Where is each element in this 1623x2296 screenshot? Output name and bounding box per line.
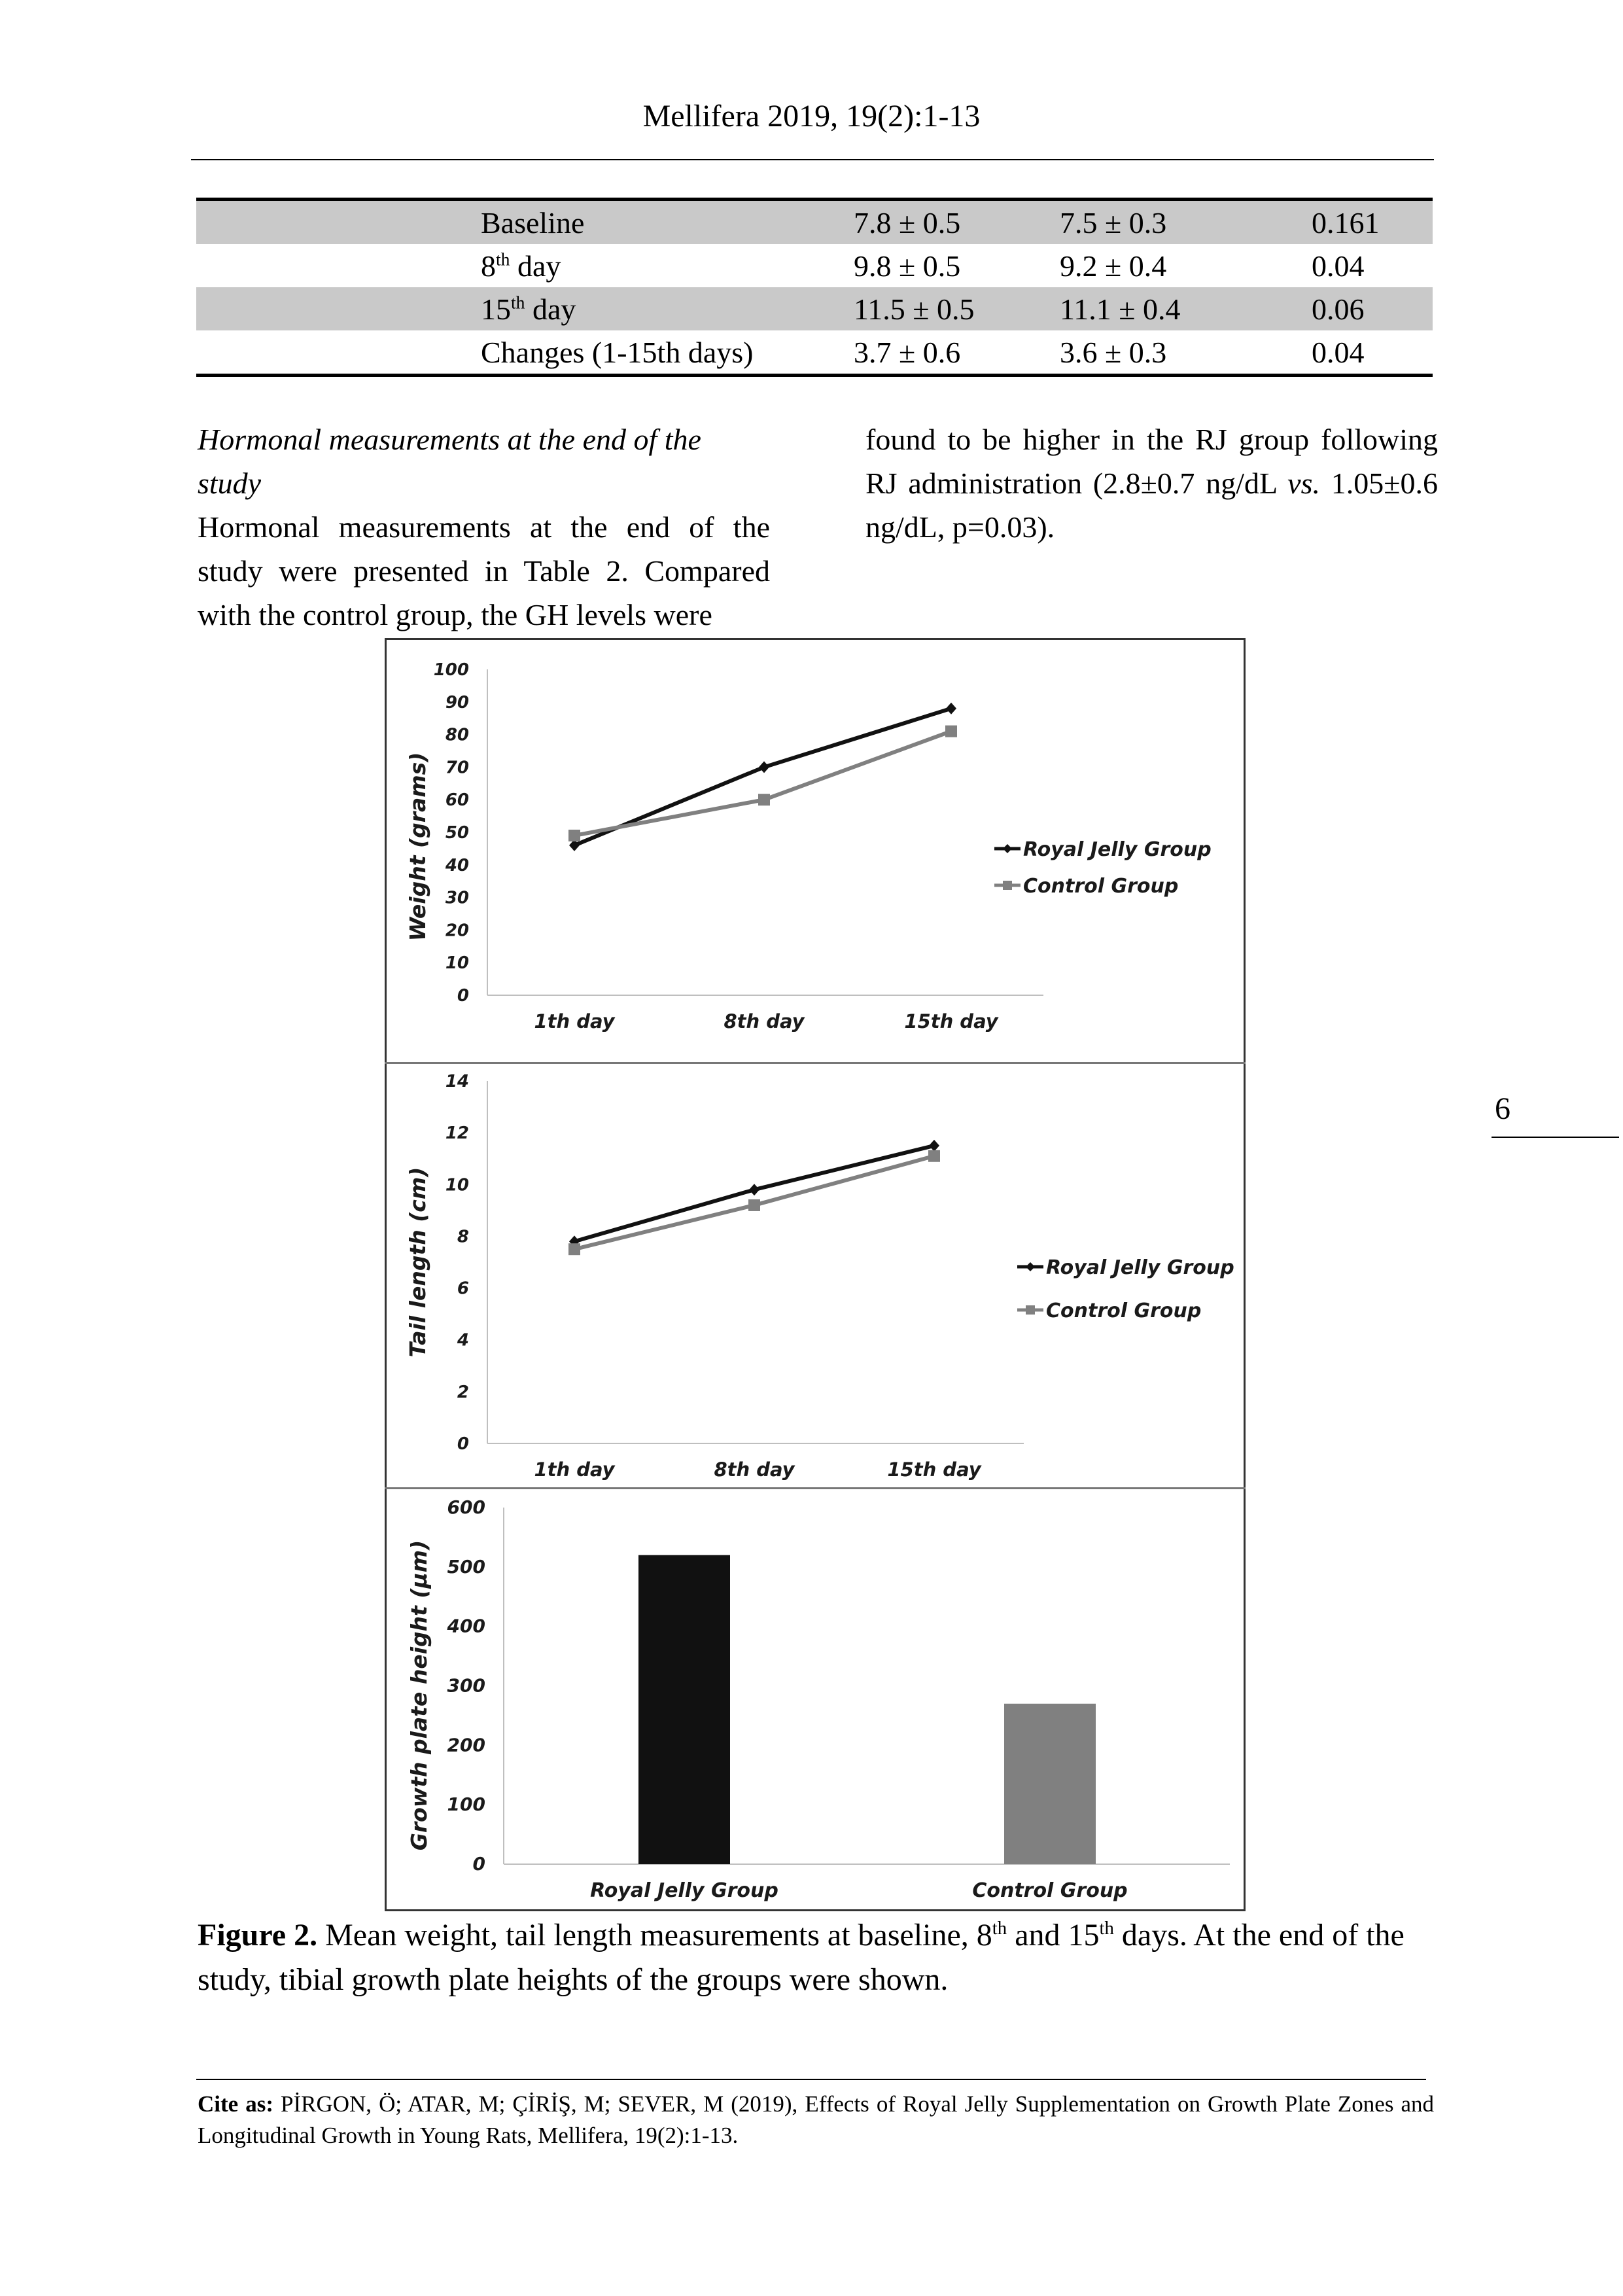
x-tick-label: 8th day: [724, 1010, 805, 1033]
legend-marker: [1003, 844, 1012, 853]
y-tick-label: 0: [457, 1434, 469, 1454]
legend-label: Royal Jelly Group: [1023, 838, 1212, 861]
y-tick-label: 30: [445, 888, 469, 908]
figure-caption: [198, 1913, 1434, 2002]
left-column: [198, 417, 770, 637]
table-cell-p: 0.06: [1312, 287, 1433, 330]
footer-rule: [196, 2079, 1426, 2080]
y-tick-label: 100: [447, 1793, 485, 1816]
y-tick-label: 60: [445, 790, 469, 811]
table-row: [196, 330, 1433, 376]
bar: [638, 1555, 730, 1864]
table-spacer-cell: [196, 200, 481, 245]
results-table: [196, 198, 1433, 377]
y-tick-label: 600: [447, 1496, 485, 1518]
y-tick-label: 40: [445, 855, 469, 875]
tail-length-line-chart: [386, 1064, 1244, 1487]
citation-text: PİRGON, Ö; ATAR, M; ÇİRİŞ, M; SEVER, M (2019), Effects of Royal Jelly Supplementation on Growth Plate Zones and Longitudinal Growth in Young Rats, Mellifera, 19(2):1-13.: [198, 2091, 1434, 2148]
y-tick-label: 6: [457, 1279, 469, 1299]
y-tick-label: 10: [445, 1175, 469, 1195]
y-tick-label: 2: [457, 1382, 469, 1402]
x-tick-label: 15th day: [904, 1010, 998, 1033]
y-tick-label: 10: [445, 953, 469, 974]
table-cell-label: [481, 330, 854, 376]
y-tick-label: 0: [457, 986, 469, 1006]
weight-line-chart: [386, 640, 1244, 1062]
legend-label: Control Group: [1023, 875, 1179, 898]
data-point: [946, 703, 956, 715]
table-row: [196, 244, 1433, 287]
data-point: [929, 1140, 939, 1152]
citation: [198, 2089, 1434, 2151]
x-tick-label: 8th day: [714, 1458, 795, 1481]
x-tick-label: 1th day: [534, 1010, 615, 1033]
row-label: 15: [481, 292, 511, 326]
data-point: [758, 794, 770, 805]
data-point: [945, 726, 957, 737]
table-cell-label: [481, 200, 854, 245]
table-cell-control: 7.5 ± 0.3: [1060, 200, 1312, 245]
y-tick-label: 14: [445, 1072, 469, 1091]
header-rule: [191, 159, 1434, 160]
y-tick-label: 90: [445, 692, 469, 713]
x-tick-label: 1th day: [534, 1458, 615, 1481]
paragraph-text-a: found to be higher in the RJ group following RJ administration (2.8±0.7 ng/dL: [865, 423, 1438, 500]
table-cell-control: 3.6 ± 0.3: [1060, 330, 1312, 376]
legend-marker: [1026, 1262, 1035, 1271]
caption-label: Figure 2.: [198, 1918, 318, 1952]
row-label-tail: day: [525, 292, 576, 326]
data-point: [568, 1243, 580, 1255]
y-tick-label: 20: [445, 921, 469, 941]
caption-text-b: and 15: [1007, 1918, 1100, 1952]
table-row: [196, 200, 1433, 245]
y-tick-label: 80: [445, 725, 469, 745]
row-label-tail: day: [510, 249, 561, 283]
table-cell-control: 11.1 ± 0.4: [1060, 287, 1312, 330]
y-axis-label: Tail length (cm): [405, 1167, 430, 1358]
table-row: [196, 287, 1433, 330]
y-tick-label: 8: [457, 1227, 469, 1247]
table-cell-label: [481, 287, 854, 330]
row-label: Baseline: [481, 205, 585, 239]
y-tick-label: 70: [445, 758, 469, 778]
legend-label: Royal Jelly Group: [1046, 1256, 1234, 1279]
section-title: Hormonal measurements at the end of the study: [198, 423, 701, 500]
legend-marker: [1026, 1305, 1035, 1315]
table-cell-rj: 7.8 ± 0.5: [854, 200, 1060, 245]
y-tick-label: 300: [447, 1674, 485, 1697]
row-label-sup: th: [496, 249, 510, 270]
table-cell-p: 0.04: [1312, 249, 1365, 283]
citation-label: Cite as:: [198, 2091, 273, 2117]
growth-plate-bar-chart: [386, 1489, 1244, 1909]
table-cell-p: 0.04: [1312, 330, 1433, 376]
row-label-sup: th: [511, 292, 525, 313]
table-cell-control: 9.2 ± 0.4: [1060, 249, 1167, 283]
y-axis-label: Growth plate height (µm): [406, 1540, 432, 1851]
y-tick-label: 100: [433, 660, 469, 680]
paragraph-vs: vs.: [1287, 467, 1320, 500]
table-cell-rj: 11.5 ± 0.5: [854, 287, 1060, 330]
data-point: [928, 1150, 940, 1162]
page-number-rule: [1492, 1137, 1619, 1138]
right-column: [865, 417, 1438, 549]
legend-marker: [1003, 881, 1012, 890]
y-tick-label: 0: [472, 1853, 485, 1875]
y-tick-label: 400: [447, 1615, 485, 1637]
y-tick-label: 12: [445, 1123, 469, 1144]
y-tick-label: 200: [447, 1734, 485, 1756]
y-tick-label: 500: [447, 1555, 485, 1578]
y-axis-label: Weight (grams): [405, 752, 430, 942]
table-spacer-cell: [196, 330, 481, 376]
y-tick-label: 50: [445, 823, 469, 843]
row-label: 8: [481, 249, 496, 283]
x-tick-label: Royal Jelly Group: [590, 1879, 778, 1902]
page-number: 6: [1495, 1091, 1510, 1126]
y-tick-label: 4: [457, 1330, 469, 1351]
table-spacer-cell: [196, 287, 481, 330]
data-point: [748, 1199, 760, 1211]
caption-text-a: Mean weight, tail length measurements at baseline, 8: [317, 1918, 992, 1952]
table-cell-label: [481, 244, 854, 287]
caption-sup-b: th: [1099, 1918, 1114, 1939]
legend-label: Control Group: [1046, 1299, 1202, 1322]
x-tick-label: 15th day: [887, 1458, 981, 1481]
section-paragraph-left: Hormonal measurements at the end of the study were presented in Table 2. Compared with the control group, the GH levels were: [198, 510, 770, 631]
data-point: [759, 761, 769, 773]
running-header: Mellifera 2019, 19(2):1-13: [642, 99, 981, 133]
data-point: [568, 830, 580, 841]
table-cell-rj: 9.8 ± 0.5: [854, 249, 961, 283]
table-cell-rj: 3.7 ± 0.6: [854, 330, 1060, 376]
data-point: [749, 1184, 759, 1195]
table-cell-p: 0.161: [1312, 200, 1433, 245]
table-spacer-cell: [196, 244, 481, 287]
bar: [1004, 1704, 1096, 1864]
section-paragraph-right: [865, 417, 1438, 549]
x-tick-label: Control Group: [972, 1879, 1128, 1902]
caption-sup-a: th: [992, 1918, 1007, 1939]
paragraph-text-b: 1.05±0.6 ng/dL, p=0.03).: [865, 467, 1439, 544]
caption-text-c: days. At the end of the study, tibial growth plate heights of the groups were shown.: [198, 1918, 1405, 1997]
row-label: Changes (1-15th days): [481, 335, 754, 369]
